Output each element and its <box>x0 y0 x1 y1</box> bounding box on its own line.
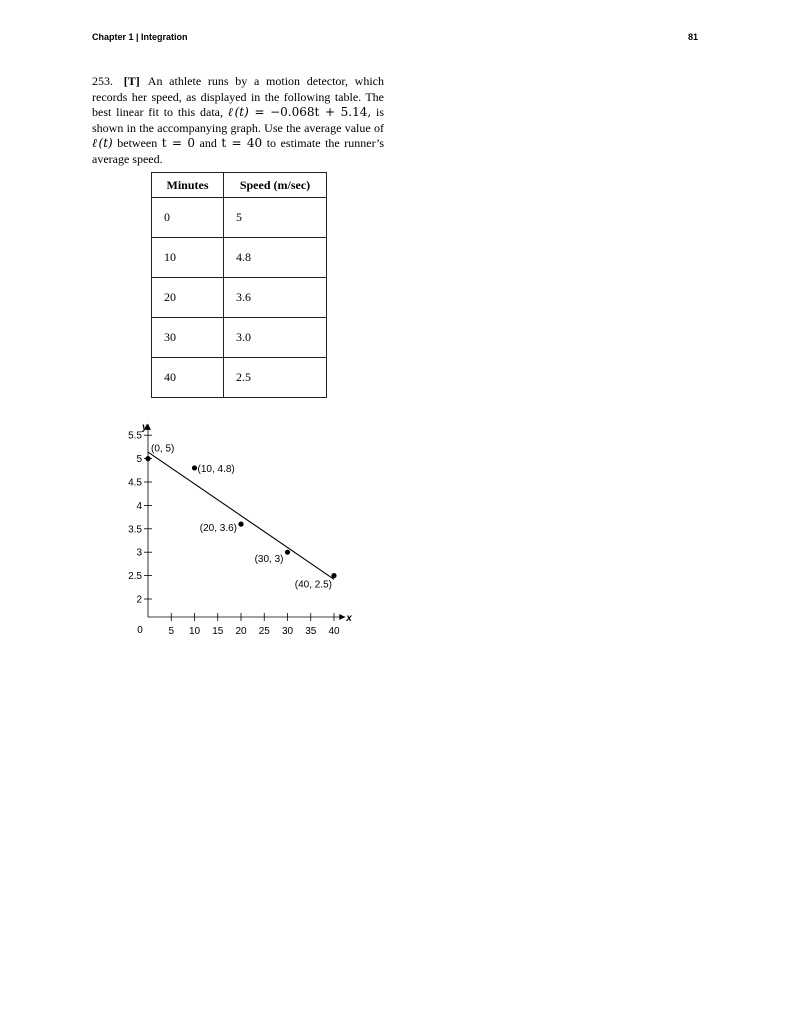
x-axis-arrow <box>339 614 345 620</box>
table-cell: 40 <box>152 358 224 398</box>
y-tick-label: 3 <box>136 547 142 559</box>
best-fit-line <box>148 452 334 579</box>
column-header-minutes: Minutes <box>152 173 224 198</box>
table-cell: 3.0 <box>224 318 327 358</box>
table-row <box>152 358 327 398</box>
fit-lhs: ℓ(t) <box>227 105 249 119</box>
fit-equation <box>228 105 371 119</box>
technology-tag: [T] <box>123 74 140 88</box>
table-cell: 30 <box>152 318 224 358</box>
y-axis-label: y <box>142 421 148 433</box>
upper-limit: t = 40 <box>221 136 263 150</box>
problem-text-4: and <box>199 136 217 150</box>
table-cell: 10 <box>152 238 224 278</box>
x-tick-label: 15 <box>212 626 224 637</box>
x-tick-label: 30 <box>281 626 294 637</box>
data-point <box>285 550 290 555</box>
y-tick-label: 2 <box>136 594 142 606</box>
data-point <box>238 522 243 527</box>
y-tick-label: 2.5 <box>128 571 142 583</box>
data-point-label: (10, 4.8) <box>197 463 235 475</box>
problem-text-5: to estimate the runner’s average speed. <box>92 136 385 166</box>
x-tick-label: 25 <box>258 626 270 637</box>
y-tick-label: 3.5 <box>128 524 142 536</box>
table-cell: 0 <box>152 198 224 238</box>
origin-label: 0 <box>137 625 143 636</box>
function-symbol: ℓ(t) <box>92 136 113 150</box>
page-header <box>92 32 698 46</box>
table-cell: 2.5 <box>224 358 327 398</box>
speed-scatter-chart <box>118 418 358 646</box>
data-point-label: (0, 5) <box>151 443 175 455</box>
table-cell: 3.6 <box>224 278 327 318</box>
table-row <box>152 278 327 318</box>
problem-253 <box>92 74 384 167</box>
data-point <box>192 465 197 470</box>
table-cell: 20 <box>152 278 224 318</box>
column-header-speed: Speed (m/sec) <box>224 173 327 198</box>
problem-number: 253. <box>92 74 113 88</box>
y-tick-label: 5.5 <box>128 430 142 442</box>
chapter-title: Chapter 1 | Integration <box>92 32 188 42</box>
y-tick-label: 5 <box>136 454 142 466</box>
data-point <box>331 573 336 578</box>
data-point-label: (30, 3) <box>254 554 284 566</box>
table-header-row <box>152 173 327 198</box>
y-tick-label: 4 <box>136 500 142 512</box>
x-tick-label: 10 <box>188 626 201 637</box>
data-point-label: (20, 3.6) <box>199 523 237 535</box>
table-row <box>152 238 327 278</box>
speed-table <box>151 172 327 398</box>
table-row <box>152 198 327 238</box>
x-tick-label: 5 <box>168 626 175 637</box>
problem-text-2: is shown in the accompanying graph. Use the average value of <box>92 105 384 135</box>
table-row <box>152 318 327 358</box>
page-number: 81 <box>687 32 698 42</box>
problem-text-3: between <box>117 136 158 150</box>
y-tick-label: 4.5 <box>128 477 142 489</box>
table-cell: 5 <box>224 198 327 238</box>
x-tick-label: 40 <box>328 626 340 637</box>
x-axis-label: x <box>346 613 352 624</box>
x-tick-label: 35 <box>305 626 317 637</box>
data-point-label: (40, 2.5) <box>294 579 332 591</box>
data-point <box>145 456 150 461</box>
x-tick-label: 20 <box>235 626 247 637</box>
problem-text-1: An athlete runs by a motion detector, which records her speed, as displayed in the following table. The best linear fit to this data, <box>92 74 384 119</box>
table-cell: 4.8 <box>224 238 327 278</box>
fit-rhs: = −0.068t + 5.14, <box>254 105 372 119</box>
lower-limit: t = 0 <box>161 136 195 150</box>
